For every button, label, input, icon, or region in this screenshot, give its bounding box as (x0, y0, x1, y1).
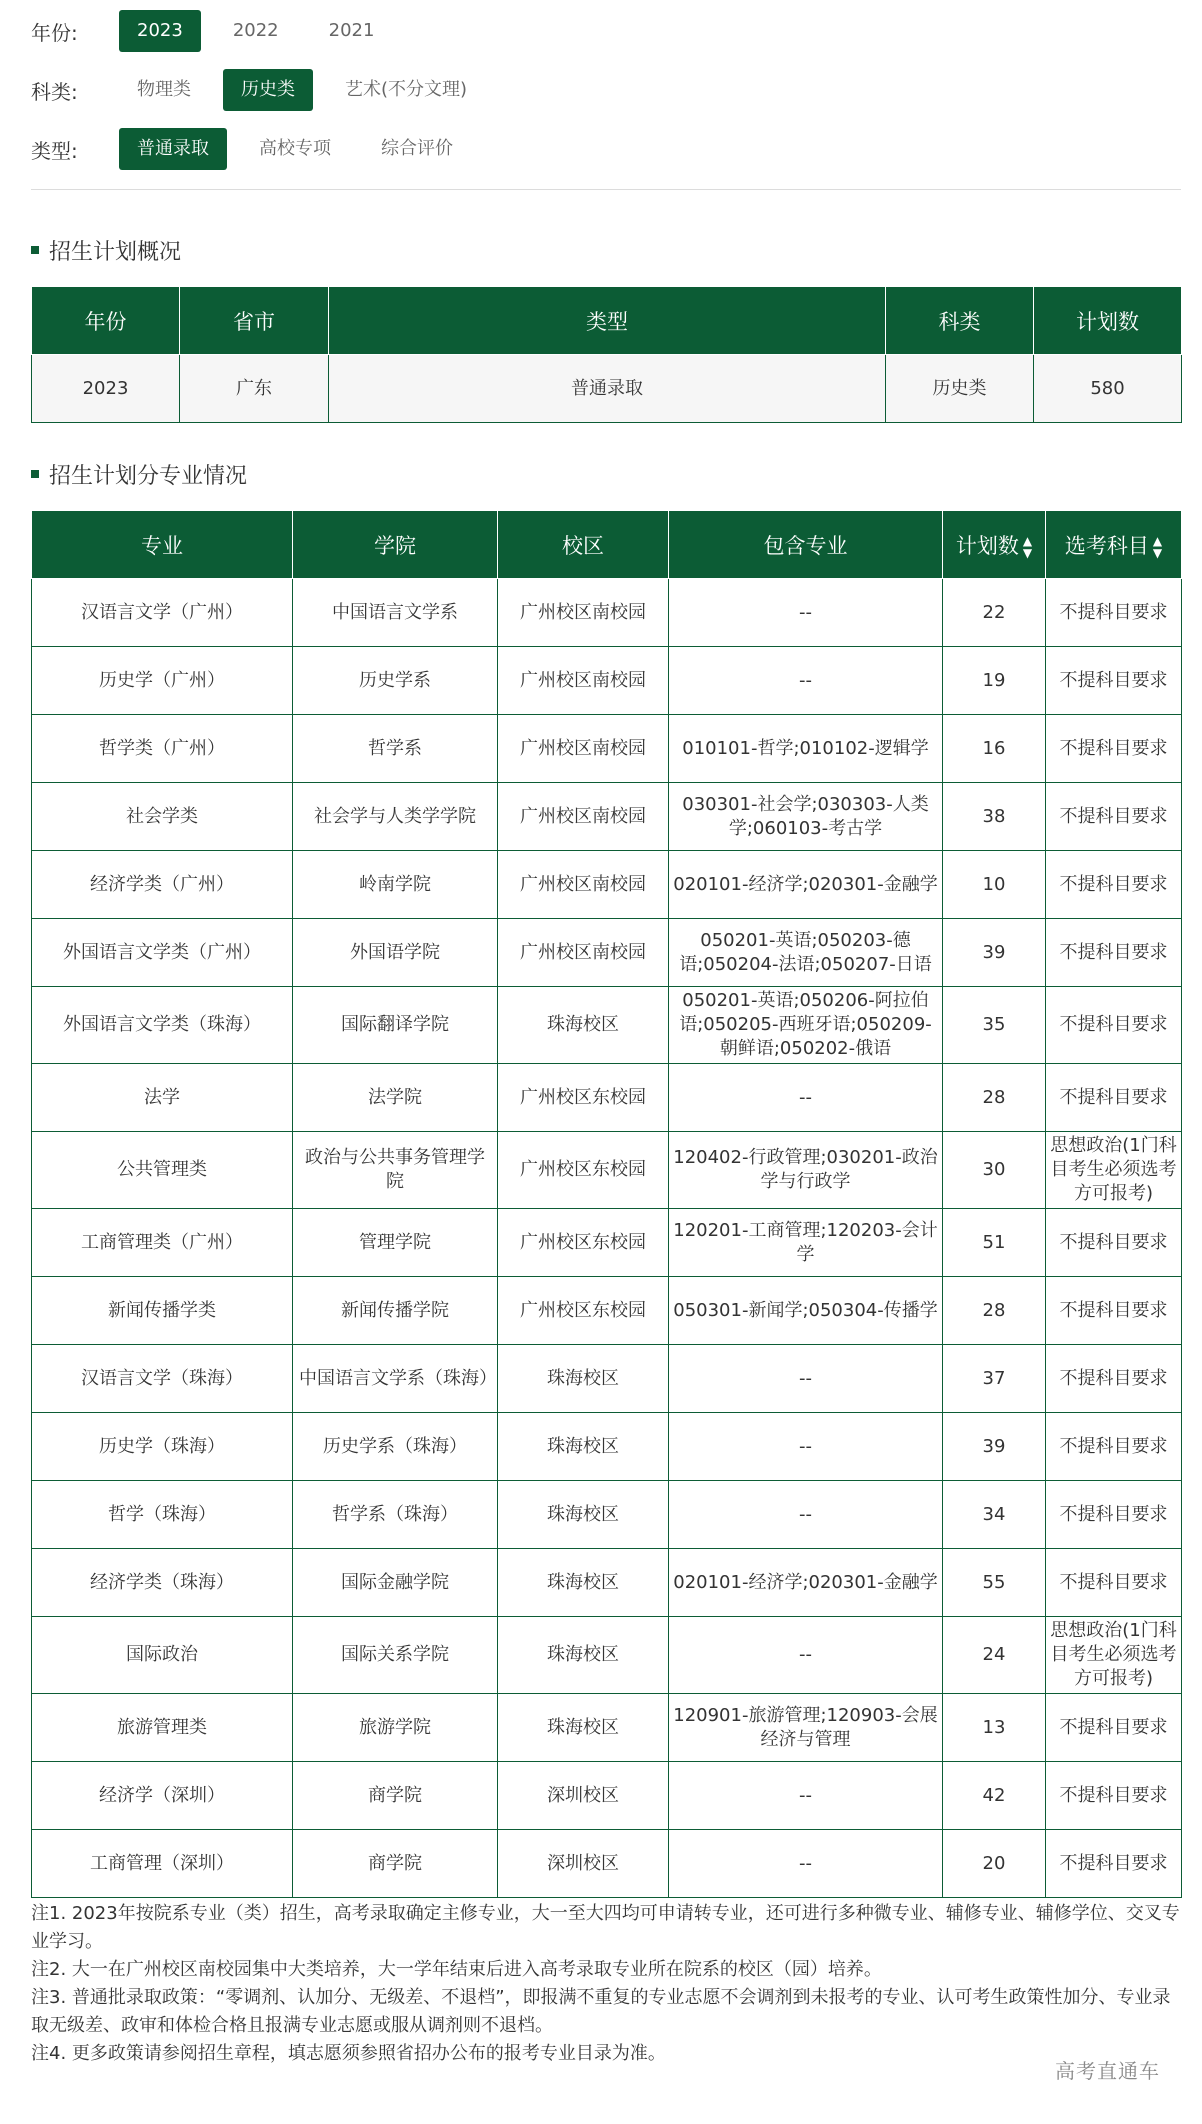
table-row (32, 1345, 1182, 1413)
cell-subjects: 不提科目要求 (1046, 647, 1182, 715)
cell-included: -- (669, 647, 943, 715)
table-row (32, 987, 1182, 1064)
cell-campus: 珠海校区 (498, 1617, 669, 1694)
overview-header-subject: 科类 (886, 287, 1034, 355)
cell-included: -- (669, 1413, 943, 1481)
cell-plan: 55 (943, 1549, 1046, 1617)
cell-plan: 30 (943, 1132, 1046, 1209)
subject-filter-row (31, 68, 499, 112)
note-3: 注3. 普通批录取政策：“零调剂、认加分、无级差、不退档”，即报满不重复的专业志愿不会调剂到未报考的专业、认可考生政策性加分、专业录取无级差、政审和体检合格且报满专业志愿或服从调剂则不退档。 (31, 1987, 1171, 2036)
cell-included: -- (669, 1830, 943, 1898)
year-filter-label: 年份: (31, 20, 78, 45)
year-option-2022[interactable]: 2022 (232, 20, 279, 41)
cell-plan: 42 (943, 1762, 1046, 1830)
cell-major: 汉语言文学（广州） (32, 579, 293, 647)
cell-included: 050201-英语;050203-德语;050204-法语;050207-日语 (669, 919, 943, 987)
cell-campus: 深圳校区 (498, 1762, 669, 1830)
type-filter-row (31, 127, 485, 171)
overview-header-row (32, 287, 1182, 355)
cell-subjects: 不提科目要求 (1046, 919, 1182, 987)
cell-major: 工商管理（深圳） (32, 1830, 293, 1898)
table-row (32, 1762, 1182, 1830)
cell-included: -- (669, 1345, 943, 1413)
cell-included: 010101-哲学;010102-逻辑学 (669, 715, 943, 783)
cell-major: 经济学（深圳） (32, 1762, 293, 1830)
cell-college: 政治与公共事务管理学院 (293, 1132, 498, 1209)
sort-updown-icon[interactable]: ▲ ▼ (1152, 533, 1163, 560)
subject-option-art[interactable]: 艺术(不分文理) (345, 79, 468, 100)
cell-plan: 19 (943, 647, 1046, 715)
majors-table (31, 510, 1182, 1898)
cell-college: 国际金融学院 (293, 1549, 498, 1617)
cell-college: 哲学系（珠海） (293, 1481, 498, 1549)
cell-major: 新闻传播学类 (32, 1277, 293, 1345)
majors-header-subjects-label: 选考科目 (1064, 533, 1149, 558)
cell-campus: 广州校区南校园 (498, 647, 669, 715)
cell-included: 120201-工商管理;120203-会计学 (669, 1209, 943, 1277)
cell-included: -- (669, 1064, 943, 1132)
table-row (32, 1830, 1182, 1898)
cell-college: 旅游学院 (293, 1694, 498, 1762)
overview-cell-subject: 历史类 (886, 355, 1034, 423)
cell-subjects: 不提科目要求 (1046, 1762, 1182, 1830)
cell-campus: 广州校区东校园 (498, 1277, 669, 1345)
overview-header-province: 省市 (180, 287, 329, 355)
cell-campus: 珠海校区 (498, 1694, 669, 1762)
cell-major: 哲学（珠海） (32, 1481, 293, 1549)
section-bullet-icon (31, 246, 39, 254)
table-row (32, 1132, 1182, 1209)
cell-campus: 深圳校区 (498, 1830, 669, 1898)
cell-college: 国际关系学院 (293, 1617, 498, 1694)
cell-campus: 珠海校区 (498, 987, 669, 1064)
cell-included: 050201-英语;050206-阿拉伯语;050205-西班牙语;050209-朝鲜语;050202-俄语 (669, 987, 943, 1064)
cell-subjects: 不提科目要求 (1046, 1830, 1182, 1898)
cell-college: 外国语学院 (293, 919, 498, 987)
cell-major: 公共管理类 (32, 1132, 293, 1209)
cell-college: 国际翻译学院 (293, 987, 498, 1064)
cell-subjects: 不提科目要求 (1046, 1549, 1182, 1617)
overview-header-type: 类型 (329, 287, 886, 355)
cell-college: 商学院 (293, 1830, 498, 1898)
cell-plan: 28 (943, 1064, 1046, 1132)
majors-table-body (32, 579, 1182, 1898)
cell-college: 法学院 (293, 1064, 498, 1132)
cell-campus: 广州校区南校园 (498, 579, 669, 647)
cell-plan: 34 (943, 1481, 1046, 1549)
watermark-text: 高考直通车 (1055, 2059, 1160, 2083)
type-filter-label: 类型: (31, 138, 78, 163)
cell-subjects: 不提科目要求 (1046, 851, 1182, 919)
sort-updown-icon[interactable]: ▲ ▼ (1022, 533, 1033, 560)
cell-college: 新闻传播学院 (293, 1277, 498, 1345)
year-option-2021[interactable]: 2021 (328, 20, 375, 41)
cell-college: 历史学系 (293, 647, 498, 715)
majors-header-plan-sortable[interactable] (943, 511, 1046, 579)
cell-subjects: 不提科目要求 (1046, 1694, 1182, 1762)
table-row (32, 579, 1182, 647)
table-row (32, 1481, 1182, 1549)
overview-cell-year: 2023 (32, 355, 180, 423)
table-row (32, 1277, 1182, 1345)
cell-subjects: 不提科目要求 (1046, 1345, 1182, 1413)
cell-plan: 20 (943, 1830, 1046, 1898)
cell-college: 社会学与人类学学院 (293, 783, 498, 851)
notes (31, 1900, 1181, 2068)
note-4: 注4. 更多政策请参阅招生章程，填志愿须参照省招办公布的报考专业目录为准。 (31, 2043, 666, 2064)
cell-major: 外国语言文学类（广州） (32, 919, 293, 987)
cell-major: 工商管理类（广州） (32, 1209, 293, 1277)
cell-included: -- (669, 1617, 943, 1694)
cell-campus: 广州校区东校园 (498, 1209, 669, 1277)
cell-college: 商学院 (293, 1762, 498, 1830)
majors-header-plan-label: 计划数 (955, 533, 1019, 558)
cell-major: 经济学类（广州） (32, 851, 293, 919)
cell-college: 历史学系（珠海） (293, 1413, 498, 1481)
cell-subjects: 思想政治(1门科目考生必须选考方可报考) (1046, 1132, 1182, 1209)
subject-option-physics[interactable]: 物理类 (137, 79, 191, 100)
cell-subjects: 不提科目要求 (1046, 987, 1182, 1064)
overview-title-text: 招生计划概况 (49, 239, 182, 265)
filter-divider (31, 189, 1181, 190)
cell-included: 050301-新闻学;050304-传播学 (669, 1277, 943, 1345)
cell-campus: 珠海校区 (498, 1481, 669, 1549)
table-row (32, 715, 1182, 783)
overview-header-plan: 计划数 (1034, 287, 1182, 355)
cell-subjects: 不提科目要求 (1046, 783, 1182, 851)
cell-college: 中国语言文学系（珠海） (293, 1345, 498, 1413)
cell-plan: 13 (943, 1694, 1046, 1762)
cell-plan: 10 (943, 851, 1046, 919)
cell-major: 历史学（珠海） (32, 1413, 293, 1481)
cell-included: 020101-经济学;020301-金融学 (669, 1549, 943, 1617)
overview-section-title (31, 235, 181, 265)
majors-header-subjects-sortable[interactable] (1046, 511, 1182, 579)
type-option-special[interactable]: 高校专项 (259, 138, 331, 159)
cell-major: 法学 (32, 1064, 293, 1132)
cell-plan: 35 (943, 987, 1046, 1064)
table-row (32, 1617, 1182, 1694)
cell-campus: 广州校区东校园 (498, 1132, 669, 1209)
note-2: 注2. 大一在广州校区南校园集中大类培养，大一学年结束后进入高考录取专业所在院系的校区（园）培养。 (31, 1959, 882, 1980)
cell-college: 岭南学院 (293, 851, 498, 919)
majors-section-title (31, 459, 247, 489)
cell-campus: 珠海校区 (498, 1345, 669, 1413)
majors-header-college: 学院 (293, 511, 498, 579)
overview-table (31, 286, 1182, 423)
table-row (32, 1064, 1182, 1132)
cell-campus: 珠海校区 (498, 1413, 669, 1481)
section-bullet-icon (31, 470, 39, 478)
cell-subjects: 不提科目要求 (1046, 579, 1182, 647)
cell-included: 020101-经济学;020301-金融学 (669, 851, 943, 919)
cell-included: 120402-行政管理;030201-政治学与行政学 (669, 1132, 943, 1209)
majors-title-text: 招生计划分专业情况 (49, 463, 248, 489)
majors-header-row (32, 511, 1182, 579)
cell-included: -- (669, 1481, 943, 1549)
cell-plan: 51 (943, 1209, 1046, 1277)
cell-plan: 38 (943, 783, 1046, 851)
majors-header-included: 包含专业 (669, 511, 943, 579)
subject-filter-label: 科类: (31, 79, 78, 104)
cell-major: 国际政治 (32, 1617, 293, 1694)
overview-cell-plan: 580 (1034, 355, 1182, 423)
cell-plan: 39 (943, 1413, 1046, 1481)
table-row (32, 1209, 1182, 1277)
cell-subjects: 不提科目要求 (1046, 1277, 1182, 1345)
cell-plan: 24 (943, 1617, 1046, 1694)
cell-major: 汉语言文学（珠海） (32, 1345, 293, 1413)
year-option-2023[interactable]: 2023 (119, 10, 201, 52)
majors-header-major: 专业 (32, 511, 293, 579)
table-row (32, 1413, 1182, 1481)
cell-subjects: 思想政治(1门科目考生必须选考方可报考) (1046, 1617, 1182, 1694)
cell-college: 哲学系 (293, 715, 498, 783)
overview-row (32, 355, 1182, 423)
overview-header-year: 年份 (32, 287, 180, 355)
subject-option-history[interactable]: 历史类 (223, 69, 313, 111)
cell-campus: 广州校区南校园 (498, 919, 669, 987)
cell-subjects: 不提科目要求 (1046, 1209, 1182, 1277)
cell-college: 中国语言文学系 (293, 579, 498, 647)
cell-campus: 珠海校区 (498, 1549, 669, 1617)
cell-major: 历史学（广州） (32, 647, 293, 715)
cell-major: 经济学类（珠海） (32, 1549, 293, 1617)
table-row (32, 783, 1182, 851)
cell-campus: 广州校区东校园 (498, 1064, 669, 1132)
table-row (32, 919, 1182, 987)
table-row (32, 1694, 1182, 1762)
cell-plan: 39 (943, 919, 1046, 987)
cell-campus: 广州校区南校园 (498, 783, 669, 851)
cell-campus: 广州校区南校园 (498, 851, 669, 919)
cell-subjects: 不提科目要求 (1046, 1064, 1182, 1132)
cell-college: 管理学院 (293, 1209, 498, 1277)
majors-header-campus: 校区 (498, 511, 669, 579)
cell-subjects: 不提科目要求 (1046, 715, 1182, 783)
cell-included: -- (669, 1762, 943, 1830)
note-1: 注1. 2023年按院系专业（类）招生，高考录取确定主修专业，大一至大四均可申请转专业，还可进行多种微专业、辅修专业、辅修学位、交叉专业学习。 (31, 1903, 1180, 1952)
cell-included: -- (669, 579, 943, 647)
cell-major: 哲学类（广州） (32, 715, 293, 783)
type-option-regular[interactable]: 普通录取 (119, 128, 227, 170)
cell-subjects: 不提科目要求 (1046, 1481, 1182, 1549)
type-option-comprehensive[interactable]: 综合评价 (381, 138, 453, 159)
cell-subjects: 不提科目要求 (1046, 1413, 1182, 1481)
table-row (32, 1549, 1182, 1617)
cell-campus: 广州校区南校园 (498, 715, 669, 783)
cell-plan: 28 (943, 1277, 1046, 1345)
table-row (32, 851, 1182, 919)
cell-plan: 22 (943, 579, 1046, 647)
overview-cell-type: 普通录取 (329, 355, 886, 423)
year-filter-row (31, 9, 406, 53)
overview-cell-province: 广东 (180, 355, 329, 423)
cell-included: 120901-旅游管理;120903-会展经济与管理 (669, 1694, 943, 1762)
cell-major: 社会学类 (32, 783, 293, 851)
cell-major: 旅游管理类 (32, 1694, 293, 1762)
table-row (32, 647, 1182, 715)
cell-included: 030301-社会学;030303-人类学;060103-考古学 (669, 783, 943, 851)
cell-major: 外国语言文学类（珠海） (32, 987, 293, 1064)
cell-plan: 37 (943, 1345, 1046, 1413)
cell-plan: 16 (943, 715, 1046, 783)
